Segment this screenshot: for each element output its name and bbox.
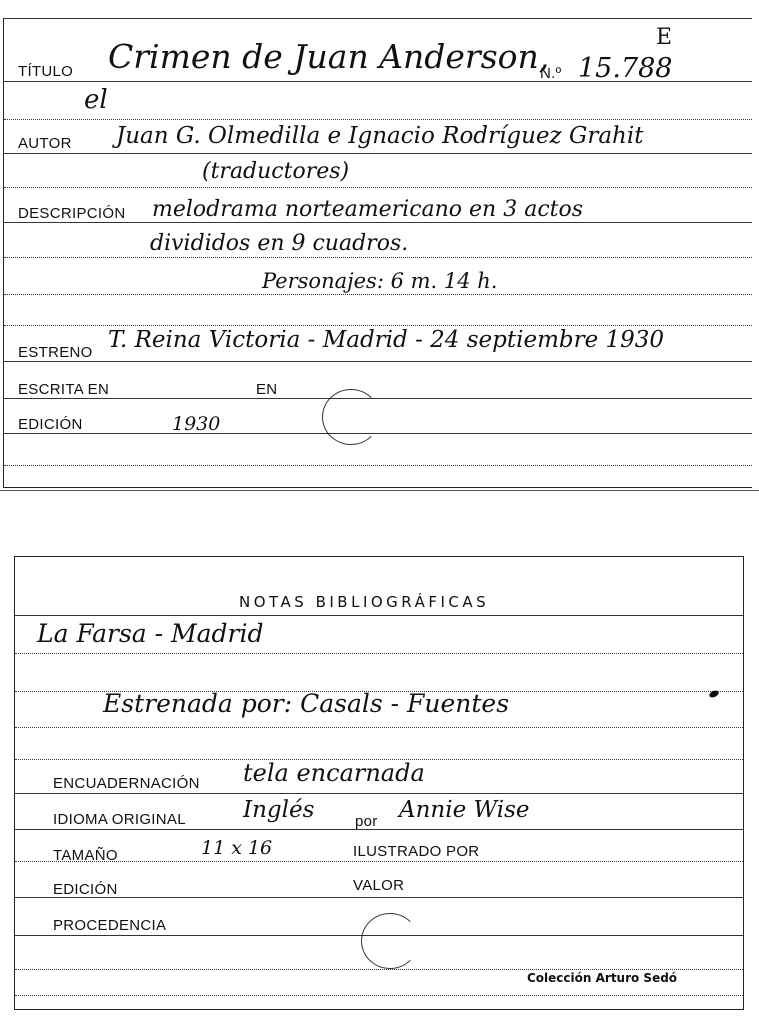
hw-tamano: 11 x 16: [201, 837, 273, 859]
punch-hole: [322, 389, 380, 445]
rule: [15, 829, 743, 830]
label-por: por: [355, 813, 378, 830]
catalog-card-bottom: [14, 556, 744, 1010]
rule: [4, 361, 752, 362]
rule: [15, 615, 743, 616]
hw-edicion: 1930: [172, 413, 221, 435]
label-encuadernacion: ENCUADERNACIÓN: [53, 775, 200, 792]
hw-autor-line2: (traductores): [202, 159, 350, 184]
label-estreno: ESTRENO: [18, 344, 93, 361]
rule: [15, 861, 743, 862]
rule: [4, 257, 752, 258]
heading-notas-bibliograficas: NOTAS BIBLIOGRÁFICAS: [239, 593, 490, 611]
hw-descripcion-1: melodrama norteamericano en 3 actos: [152, 197, 584, 222]
rule: [4, 222, 752, 223]
hw-titulo: Crimen de Juan Anderson,: [108, 37, 550, 76]
hw-autor: Juan G. Olmedilla e Ignacio Rodríguez Grahit: [116, 123, 644, 149]
label-tamano: TAMAÑO: [53, 847, 118, 864]
label-procedencia: PROCEDENCIA: [53, 917, 167, 934]
label-numero: N.º: [540, 65, 562, 82]
hw-titulo-article: el: [84, 85, 108, 115]
rule: [4, 187, 752, 188]
hw-descripcion-2: divididos en 9 cuadros.: [150, 231, 409, 256]
hw-estreno: T. Reina Victoria - Madrid - 24 septiembre 1930: [108, 327, 665, 353]
rule: [4, 294, 752, 295]
hw-numero: 15.788: [578, 53, 673, 84]
rule: [15, 653, 743, 654]
rule: [15, 897, 743, 898]
rule: [15, 727, 743, 728]
rule: [4, 398, 752, 399]
label-ilustrado-por: ILUSTRADO POR: [353, 843, 480, 860]
label-edicion-2: EDICIÓN: [53, 881, 118, 898]
rule: [4, 325, 752, 326]
rule: [4, 153, 752, 154]
rule: [4, 465, 752, 466]
label-idioma-original: IDIOMA ORIGINAL: [53, 811, 186, 828]
rule: [15, 969, 743, 970]
label-autor: AUTOR: [18, 135, 72, 152]
card-separator-line: [0, 490, 759, 491]
hw-notas-1: La Farsa - Madrid: [37, 619, 264, 648]
label-valor: VALOR: [353, 877, 405, 894]
label-edicion: EDICIÓN: [18, 416, 83, 433]
hw-notas-2: Estrenada por: Casals - Fuentes: [103, 689, 510, 718]
punch-hole: [361, 913, 419, 969]
collection-credit: Colección Arturo Sedó: [527, 971, 678, 985]
rule: [4, 119, 752, 120]
rule: [4, 433, 752, 434]
label-descripcion: DESCRIPCIÓN: [18, 205, 126, 222]
hw-idioma: Inglés: [243, 797, 315, 823]
hw-autor-original: Annie Wise: [399, 797, 530, 823]
hw-descripcion-3: Personajes: 6 m. 14 h.: [262, 269, 498, 293]
hw-numero-mark: E: [656, 25, 673, 50]
rule: [15, 995, 743, 996]
label-escrita-en: ESCRITA EN: [18, 381, 110, 398]
catalog-card-top: [3, 18, 752, 488]
hw-encuadernacion: tela encarnada: [243, 759, 425, 787]
rule: [15, 793, 743, 794]
label-en: EN: [256, 381, 278, 398]
label-titulo: TÍTULO: [18, 63, 74, 80]
